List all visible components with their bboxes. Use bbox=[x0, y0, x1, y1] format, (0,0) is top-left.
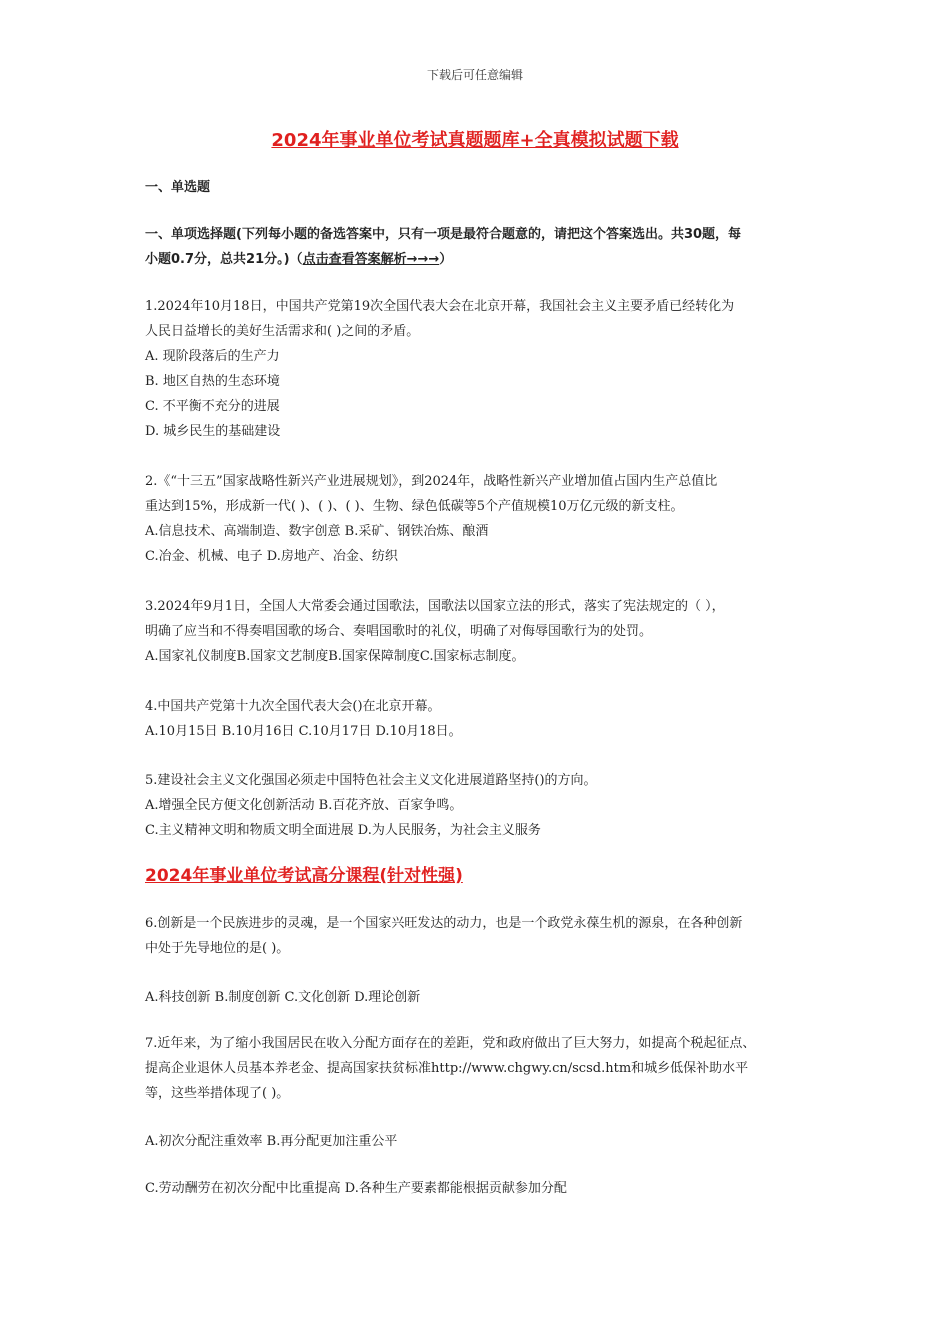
question-7-stem: 7.近年来，为了缩小我国居民在收入分配方面存在的差距，党和政府做出了巨大努力，如提高个税起征点、 bbox=[145, 1036, 756, 1051]
question-6-options: A.科技创新 B.制度创新 C.文化创新 D.理论创新 bbox=[145, 990, 421, 1005]
question-5-stem: 5.建设社会主义文化强国必须走中国特色社会主义文化进展道路坚持()的方向。 bbox=[145, 773, 597, 788]
question-7-options-2: C.劳动酬劳在初次分配中比重提高 D.各种生产要素都能根据贡献参加分配 bbox=[145, 1181, 567, 1196]
instruction-suffix: ） bbox=[439, 252, 453, 267]
instruction-line-2 bbox=[145, 248, 452, 267]
instruction-line-1: 一、单项选择题(下列每小题的备选答案中，只有一项是最符合题意的，请把这个答案选出。共30题，每 bbox=[145, 227, 742, 242]
page-header-note: 下载后可任意编辑 bbox=[426, 68, 523, 82]
question-7-options-1: A.初次分配注重效率 B.再分配更加注重公平 bbox=[145, 1134, 398, 1149]
question-3-options: A.国家礼仪制度B.国家文艺制度B.国家保障制度C.国家标志制度。 bbox=[145, 649, 525, 664]
answer-analysis-link[interactable]: 点击查看答案解析→→→ bbox=[302, 252, 440, 267]
instruction-prefix: 小题0.7分，总共21分。)（ bbox=[145, 252, 303, 267]
question-1-option-d: D. 城乡民生的基础建设 bbox=[145, 424, 281, 439]
question-4-stem: 4.中国共产党第十九次全国代表大会()在北京开幕。 bbox=[145, 699, 441, 714]
question-3-stem-cont: 明确了应当和不得奏唱国歌的场合、奏唱国歌时的礼仪，明确了对侮辱国歌行为的处罚。 bbox=[145, 624, 653, 639]
question-2-options-2: C.冶金、机械、电子 D.房地产、冶金、纺织 bbox=[145, 549, 398, 564]
question-2-options-1: A.信息技术、高端制造、数字创意 B.采矿、钢铁冶炼、酿酒 bbox=[145, 524, 489, 539]
question-1-option-c: C. 不平衡不充分的进展 bbox=[145, 399, 280, 414]
question-7-stem-cont-2: 等，这些举措体现了( )。 bbox=[145, 1086, 290, 1101]
question-1-option-b: B. 地区自热的生态环境 bbox=[145, 374, 280, 389]
question-2-stem: 2.《“十三五”国家战略性新兴产业进展规划》，到2024年，战略性新兴产业增加值占国内生产总值比 bbox=[145, 474, 718, 489]
question-1-stem-cont: 人民日益增长的美好生活需求和( )之间的矛盾。 bbox=[145, 324, 420, 339]
question-1-stem: 1.2024年10月18日，中国共产党第19次全国代表大会在北京开幕，我国社会主义主要矛盾已经转化为 bbox=[145, 299, 735, 314]
document-title[interactable]: 2024年事业单位考试真题题库+全真模拟试题下载 bbox=[271, 130, 679, 151]
question-7-stem-cont: 提高企业退休人员基本养老金、提高国家扶贫标准http://www.chgwy.cn/scsd.htm和城乡低保补助水平 bbox=[145, 1061, 749, 1076]
question-1-option-a: A. 现阶段落后的生产力 bbox=[145, 349, 280, 364]
section-heading: 一、单选题 bbox=[145, 180, 211, 195]
question-6-stem: 6.创新是一个民族进步的灵魂，是一个国家兴旺发达的动力，也是一个政党永葆生机的源泉，在各种创新 bbox=[145, 916, 743, 931]
question-5-options-2: C.主义精神文明和物质文明全面进展 D.为人民服务，为社会主义服务 bbox=[145, 823, 541, 838]
question-3-stem: 3.2024年9月1日，全国人大常委会通过国歌法，国歌法以国家立法的形式，落实了宪法规定的（ ）， bbox=[145, 599, 725, 614]
question-2-stem-cont: 重达到15%，形成新一代( )、( )、( )、生物、绿色低碳等5个产值规模10万亿元级的新支柱。 bbox=[145, 499, 684, 514]
question-5-options-1: A.增强全民方便文化创新活动 B.百花齐放、百家争鸣。 bbox=[145, 798, 463, 813]
question-4-options: A.10月15日 B.10月16日 C.10月17日 D.10月18日。 bbox=[145, 724, 462, 739]
question-6-stem-cont: 中处于先导地位的是( )。 bbox=[145, 941, 290, 956]
course-banner-link[interactable]: 2024年事业单位考试高分课程(针对性强) bbox=[145, 866, 463, 886]
